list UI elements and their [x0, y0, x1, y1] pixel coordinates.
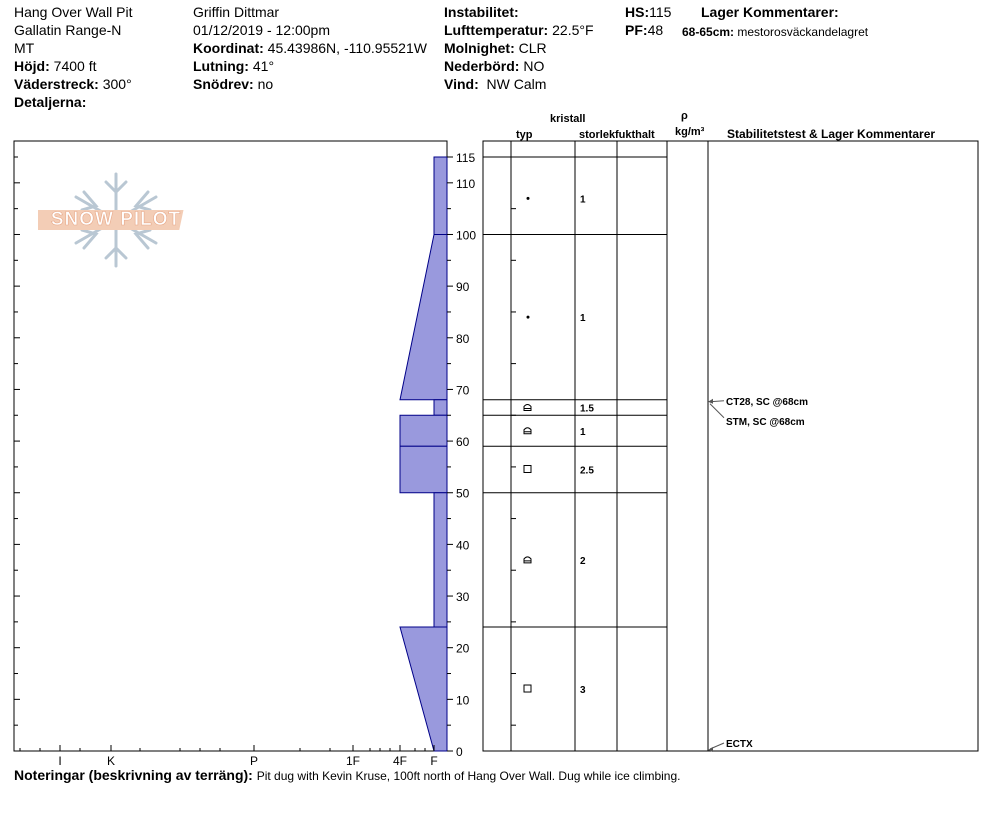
range-name: Gallatin Range-N: [14, 22, 122, 38]
hs-value: 115: [649, 4, 672, 20]
precip-label: Nederbörd:: [444, 58, 520, 74]
notes: [14, 767, 680, 784]
observer-name: Griffin Dittmar: [193, 4, 280, 20]
hardness-bar-6: [400, 627, 447, 751]
hardness-bar-5: [434, 493, 447, 627]
col-stability: Stabilitetstest & Lager Kommentarer: [727, 127, 936, 141]
crystal-faceted-icon: [524, 557, 531, 563]
sky-value: CLR: [518, 40, 547, 56]
hardness-bar-2: [434, 400, 447, 415]
col-crystal: kristall: [550, 113, 586, 125]
slope-label: Lutning:: [193, 58, 249, 74]
depth-label-60: 60: [456, 435, 470, 450]
crystal-size-1: 1: [580, 313, 586, 325]
depth-label-100: 100: [456, 228, 477, 243]
crystal-dot-icon: [527, 316, 530, 319]
crystal-size-6: 3: [580, 685, 586, 697]
depth-label-70: 70: [456, 383, 470, 398]
hardness-label-F: F: [430, 754, 438, 768]
hardness-panel-frame: [14, 141, 447, 751]
crystal-square-icon: [524, 465, 531, 472]
depth-label-50: 50: [456, 486, 470, 501]
notes-label: Noteringar (beskrivning av terräng):: [14, 767, 253, 783]
precip-value: NO: [523, 58, 545, 74]
hs-label: HS:: [625, 4, 650, 20]
crystal-size-4: 2.5: [580, 465, 594, 477]
coord-label: Koordinat:: [193, 40, 264, 56]
depth-label-30: 30: [456, 590, 470, 605]
layer-comments-label: Lager Kommentarer:: [701, 4, 839, 20]
crystal-square-icon: [524, 685, 531, 692]
wind-label: Vind:: [444, 76, 479, 92]
col-moisture: fukthalt: [615, 129, 655, 141]
drift-label: Snödrev:: [193, 76, 254, 92]
stability-arrow-icon: [708, 399, 713, 404]
pit-name: Hang Over Wall Pit: [14, 4, 133, 20]
stability-test-0: CT28, SC @68cm: [726, 396, 809, 408]
pf-value: 48: [647, 22, 664, 38]
crystal-faceted-icon: [524, 428, 531, 434]
depth-label-20: 20: [456, 641, 470, 656]
airtemp-value: 22.5°F: [552, 22, 594, 38]
col-size: storlek: [579, 129, 615, 141]
notes-text: Pit dug with Kevin Kruse, 100ft north of Hang Over Wall. Dug while ice climbing.: [256, 769, 681, 783]
depth-label-40: 40: [456, 538, 470, 553]
hardness-label-I: I: [58, 754, 62, 768]
aspect-value: 300°: [102, 76, 132, 92]
crystal-size-3: 1: [580, 426, 586, 438]
crystal-size-5: 2: [580, 555, 586, 567]
hardness-label-1F: 1F: [345, 754, 361, 768]
state-name: MT: [14, 40, 35, 56]
col-type: typ: [516, 129, 533, 141]
hardness-label-K: K: [106, 754, 116, 768]
col-density-unit: kg/m³: [675, 126, 705, 138]
hardness-label-P: P: [249, 754, 259, 768]
instability-label: Instabilitet:: [444, 4, 519, 20]
drift-value: no: [257, 76, 274, 92]
aspect-label: Väderstreck:: [14, 76, 99, 92]
depth-label-10: 10: [456, 693, 470, 708]
coord-value: 45.43986N, -110.95521W: [267, 40, 427, 56]
crystal-size-0: 1: [580, 194, 586, 206]
depth-label-110: 110: [456, 176, 476, 191]
date-time: 01/12/2019 - 12:00pm: [193, 22, 330, 38]
hardness-bar-1: [400, 234, 447, 399]
crystal-faceted-icon: [524, 405, 531, 411]
stability-test-1: STM, SC @68cm: [726, 416, 805, 428]
stability-leader: [710, 404, 724, 418]
elevation-label: Höjd:: [14, 58, 50, 74]
depth-label-80: 80: [456, 331, 470, 346]
depth-label-115: 115: [456, 151, 476, 165]
logo-text: SNOW PILOT: [50, 209, 182, 230]
sky-label: Molnighet:: [444, 40, 515, 56]
hardness-bar-0: [434, 157, 447, 234]
hardness-bar-3: [400, 415, 447, 446]
depth-label-0: 0: [456, 745, 463, 759]
crystal-dot-icon: [527, 197, 530, 200]
wind-value: NW Calm: [486, 76, 547, 92]
slope-value: 41°: [252, 58, 275, 74]
depth-label-90: 90: [456, 280, 470, 295]
layer-comment-range: 68-65cm:: [682, 25, 735, 39]
hardness-bar-4: [400, 446, 447, 492]
layer-comment-text: mestorosväckandelagret: [737, 25, 869, 39]
crystal-size-2: 1.5: [580, 403, 594, 415]
elevation-value: 7400 ft: [53, 58, 97, 74]
col-rho: ρ: [681, 110, 688, 122]
airtemp-label: Lufttemperatur:: [444, 22, 549, 38]
hardness-label-4F: 4F: [392, 754, 408, 768]
pf-label: PF:: [625, 22, 648, 38]
stability-test-2: ECTX: [726, 739, 753, 750]
details-label: Detaljerna:: [14, 94, 87, 110]
